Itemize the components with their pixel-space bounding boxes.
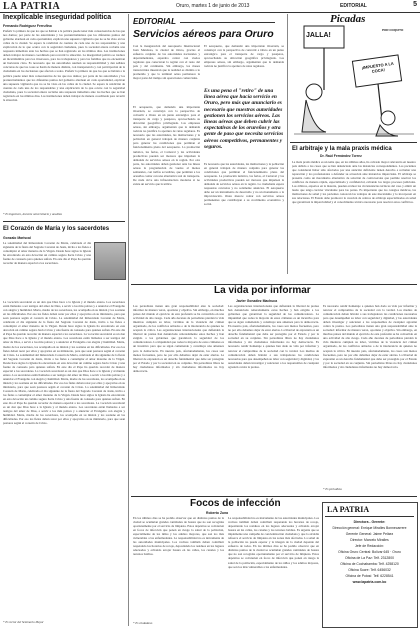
section-name: EDITORIAL	[340, 3, 367, 9]
article-byline: Fernando Rodríguez Ferrufino	[3, 24, 52, 28]
masthead-line: Gerente General: Jaime Peláez	[345, 532, 394, 536]
article-footer: * Es rector del Seminario Mayor	[3, 620, 44, 624]
article-body	[292, 160, 416, 274]
paragraph: Los periodistas tienen una gran responsabilidad ante la sociedad: informar de manera veraz, oportuna y objetiva. Sin embargo, en muchos países del mundo el ejercicio de esta profesión se ha convertido en una actividad de alto riesgo. Cada año decenas de periodistas pierden la vida mientras cumplen su labor, víctimas de la violencia del crimen organizado, de los conflictos armados o de la intolerancia de quienes no aceptan la crítica.	[323, 324, 417, 353]
article-byline: Roberto Zuna	[206, 511, 229, 515]
paragraph: La responsabilidad no es únicamente de las autoridades municipales. Los vecinos también deben contribuir respetando los horarios de recojo, depositando los residuos en los lugares adecuados y evitando arrojar basura en las calles, los canales y los terrenos baldíos.	[228, 516, 319, 533]
pull-quote: Es una pena el "retiro" de una línea aérea que hacía servicio en Oruro, pero más que anunciarlo es necesario que nuestras autoridades gestionen los servicios aéreos. Las líneas aéreas que deben cubrir las expectativas de los orureños y otra gente de paso que necesita servicios aéreos competitivos, permanentes y seguros.	[204, 88, 284, 150]
paragraph: La solemnidad del Inmaculado Corazón de María, celebrada el día siguiente de la fiesta del Sagrado Corazón de Jesús, invita a los fieles a contemplar el amor materno de la Virgen. Desde hace siglos la Iglesia ha encontrado en esta devoción un camino seguro hacia Cristo y una fuente de consuelo para quienes sufren. En este día el Papa ha querido recordar de manera especial a los sacerdotes.	[3, 384, 125, 406]
article-title: La vida por informar	[214, 285, 311, 296]
page-number: 5	[413, 1, 417, 8]
paragraph: Con la inauguración del Aeropuerto Internacional Juan Mendoza, la ciudad de Oruro, gracias al esfuerzo conjunto de las autoridades nacionales y departamentales, esperaba contar con vuelos regulares que conectaran la región con el resto del país y del continente. Sin embargo, los meses transcurridos muestran que la realidad es distinta a lo prometido y que la terminal aérea permanece la mayor parte del tiempo sin operaciones comerciales.	[133, 44, 200, 81]
page-header	[0, 0, 420, 13]
newspaper-logo: LA PATRIA	[3, 1, 61, 12]
masthead-line: Dirección general: Enrique Miralles Bonnecarrere	[332, 526, 407, 530]
paragraph: En nuestro país, afortunadamente, los casos son menos frecuentes, pero no por ello debemos dejar de estar alertas. La libertad de expresión es un derecho fundamental que debe ser protegido por el Estado y por la sociedad en su conjunto. Sin periodistas libres no hay ciudadanos informados y sin ciudadanos informados no hay democracia.	[228, 324, 319, 345]
masthead-line: Jefe de Redacción:	[354, 544, 385, 548]
masthead-line: Oficina de Cochabamba: Telf. 4258120	[340, 562, 399, 566]
article-col2	[228, 516, 319, 620]
article-title: El Corazón de María y los sacerdotes	[3, 226, 110, 232]
paragraph: El aeropuerto, que demandó una importante inversión, se construyó con la perspectiva de convertir a Oruro en un punto estratégico para el transporte de carga y pasajeros, aprovechando su ubicación geográfica privilegiada. Las empresas aéreas, sin embargo, argumentan que la demanda todavía no justifica la apertura de rutas regulares.	[204, 44, 284, 69]
editorial-col2	[204, 162, 284, 281]
masthead-line: Directora - Gerente:	[353, 520, 386, 524]
editorial-title: Servicios aéreos para Oruro	[133, 28, 274, 40]
masthead-line: Oficina Oruro Central: Bolívar 645 · Oruro	[338, 550, 401, 554]
article-col1	[133, 304, 224, 492]
masthead-lines	[325, 519, 414, 585]
masthead-box	[322, 502, 418, 628]
masthead-line: Oficina de Potosí: Telf. 6228541	[345, 574, 394, 578]
author-photo	[94, 242, 126, 280]
paragraph: La solemnidad del Inmaculado Corazón de María, celebrada el día siguiente de la fiesta del Sagrado Corazón de Jesús, invita a los fieles a contemplar el amor materno de la Virgen. Desde hace siglos la Iglesia ha encontrado en esta devoción un camino seguro hacia Cristo y una fuente de consuelo para quienes sufren. En este día el Papa ha querido recordar de manera especial a los sacerdotes.	[3, 316, 125, 337]
paragraph: Es necesario rendir homenaje a quienes han dado su vida por informar y renovar el compromiso de la sociedad con la verdad. Los medios de comunicación deben brindar a sus trabajadores las condiciones necesarias para que desempeñen su labor con seguridad y dignidad, y las autoridades deben investigar y sancionar a los responsables de cualquier agresión contra la prensa.	[228, 340, 319, 369]
paragraph: En nuestro país, afortunadamente, los casos son menos frecuentes, pero no por ello debemos dejar de estar alertas. La libertad de expresión es un derecho fundamental que debe ser protegido por el Estado y por la sociedad en su conjunto. Sin periodistas libres no hay ciudadanos informados y sin ciudadanos informados no hay democracia.	[133, 348, 224, 373]
paragraph: La responsabilidad no es únicamente de las autoridades municipales. Los vecinos también deben contribuir respetando los horarios de recojo, depositando los residuos en los lugares adecuados y evitando arrojar basura en las calles, los canales y los terrenos baldíos.	[133, 536, 224, 557]
article-title: El arbitraje y la mala praxis médica	[292, 146, 392, 152]
editorial-col1	[133, 105, 200, 281]
article-footer: * Es ciudadano	[133, 621, 153, 625]
divider	[3, 221, 125, 222]
paragraph: La vocación sacerdotal es un don que Dios hace a la Iglesia y al mundo entero. Los sacerdotes están llamados a ser testigos del amor de Dios, a servir a los más pobres y a anunciar el Evangelio con alegría y humildad. María, madre de los sacerdotes, los acompaña en su misión y los sostiene en las dificultades. Por eso los fieles deben rezar por ellos y apoyarlos en su ministerio, para que sean pastores según el corazón de Cristo.	[3, 332, 125, 357]
paragraph: La inseguridad política se traduce en incertidumbre para los inversores, para los trabajadores y para las familias que no encuentran un horizonte claro. Es necesario que las autoridades asuman su responsabilidad y den señales concretas de que las cosas se harán de manera distinta, con transparencia y con participación de la ciudadanía en las decisiones que afectan a todos.	[3, 53, 125, 74]
article-body-continued	[3, 300, 125, 618]
paragraph: En nuestro país, afortunadamente, los casos son menos frecuentes, pero no por ello debemos dejar de estar alertas. La libertad de expresión es un derecho fundamental que debe ser protegido por el Estado y por la sociedad en su conjunto. Sin periodistas libres no hay ciudadanos informados y sin ciudadanos informados no hay democracia.	[323, 348, 417, 369]
masthead-line[interactable]: www.lapatria.com.bo	[352, 580, 387, 584]
masthead-line: Director: Marcelo Miralles	[350, 538, 389, 542]
paragraph: Los periodistas tienen una gran responsabilidad ante la sociedad: informar de manera veraz, oportuna y objetiva. Sin embargo, en muchos países del mundo el ejercicio de esta profesión se ha convertido en una actividad de alto riesgo. Cada año decenas de periodistas pierden la vida mientras cumplen su labor, víctimas de la violencia del crimen organizado, de los conflictos armados o de la intolerancia de quienes no aceptan la crítica.	[133, 304, 224, 333]
paragraph: Es necesario rendir homenaje a quienes han dado su vida por informar y renovar el compromiso de la sociedad con la verdad. Los medios de comunicación deben brindar a sus trabajadores las condiciones necesarias para que desempeñen su labor con seguridad y dignidad, y las autoridades deben investigar y sancionar a los responsables de cualquier agresión contra la prensa.	[323, 304, 417, 329]
kicker-rule	[180, 22, 275, 23]
paragraph: En los últimos días se ha podido observar que en distintos puntos de la ciudad se acumulan grandes cantidades de basura que no son recogidas oportunamente por el servicio de limpieza. Estos depósitos se convierten en focos de infección que ponen en riesgo la salud de la población, especialmente de los niños y los adultos mayores, que son los más vulnerables a las enfermedades.	[133, 516, 224, 541]
paragraph: La vocación sacerdotal es un don que Dios hace a la Iglesia y al mundo entero. Los sacerdotes están llamados a ser testigos del amor de Dios, a servir a los más pobres y a anunciar el Evangelio con alegría y humildad. María, madre de los sacerdotes, los acompaña en su misión y los sostiene en las dificultades. Por eso los fieles deben rezar por ellos y apoyarlos en su ministerio, para que sean pastores según el corazón de Cristo.	[3, 368, 125, 389]
article-title: Inexplicable inseguridad política	[3, 14, 112, 21]
article-body	[3, 29, 125, 211]
paragraph: El aeropuerto, que demandó una importante inversión, se construyó con la perspectiva de convertir a Oruro en un punto estratégico para el transporte de carga y pasajeros, aprovechando su ubicación geográfica privilegiada. Las empresas aéreas, sin embargo, argumentan que la demanda todavía no justifica la apertura de rutas regulares.	[133, 105, 200, 134]
paragraph: Es necesario que las autoridades, las instituciones y la población en general trabajen de manera conjunta para generar las condiciones que permitan el funcionamiento pleno del aeropuerto. La promoción turística, las ferias, el Carnaval y las actividades productivas pueden ser motores que impulsen la demanda de servicios aéreos en la región.	[204, 162, 284, 187]
article-title: Focos de infección	[190, 498, 281, 509]
cartoon-sign-1: JALLA!	[306, 32, 331, 39]
masthead-rule	[325, 516, 414, 517]
paragraph: Las organizaciones internacionales que defienden la libertad de prensa han denunciado reiteradamente estos hechos y han exigido a los gobiernos que garanticen la seguridad de los comunicadores. La impunidad que rodea la mayoría de estos crímenes es un incentivo para que se sigan cometiendo y constituye una amenaza para la democracia.	[228, 304, 319, 325]
divider	[290, 142, 417, 143]
masthead-line: Oficina de La Paz: Telf. 2312800	[345, 556, 394, 560]
paragraph: Es necesario que las autoridades, las instituciones y la población en general trabajen de manera conjunta para generar las condiciones que permitan el funcionamiento pleno del aeropuerto. La promoción turística, las ferias, el Carnaval y las actividades productivas pueden ser motores que impulsen la demanda de servicios aéreos en la región.	[133, 129, 200, 162]
paragraph: La solemnidad del Inmaculado Corazón de María, celebrada el día siguiente de la fiesta del Sagrado Corazón de Jesús, invita a los fieles a contemplar el amor materno de la Virgen. Desde hace siglos la Iglesia ha encontrado en esta devoción un camino seguro hacia Cristo y una fuente de consuelo para quienes sufren. En este día el Papa ha querido recordar de manera especial a los sacerdotes.	[3, 241, 91, 266]
editorial-kicker: EDITORIAL	[133, 17, 176, 26]
paragraph: La mala praxis médica es un tema que, en los últimos años, ha cobrado mayor relevancia en nuestro país debido a los casos que se han denunciado ante las instancias correspondientes. Los pacientes que consideran haber sido afectados por una atención deficiente tienen derecho a reclamar una reparación y los profesionales a defender su actuación ante instancias imparciales.	[292, 160, 416, 177]
editorial-col2-top	[204, 44, 284, 86]
dateline: Oruro, martes 1 de junio de 2013	[176, 3, 250, 9]
article-byline: Javier González Machuca	[236, 299, 278, 303]
paragraph: La ciudadanía espera respuestas concretas y no solamente anuncios. El aeropuerto debe ser un instrumento de desarrollo y no un monumento a la improvisación. Oruro merece contar con servicios aéreos permanentes que contribuyan a su crecimiento económico y social.	[204, 182, 284, 207]
masthead-logo: LA PATRIA	[327, 505, 370, 514]
paragraph: Es importante que los colegios médicos, las instituciones de salud y los pacientes conozcan las ventajas de este mecanismo y lo incorporen en sus relaciones. El Estado debe promover la creación de centros de arbitraje especializados en salud que garanticen la imparcialidad y el conocimiento técnico necesario para resolver estos conflictos.	[292, 188, 416, 205]
paragraph: Las organizaciones internacionales que defienden la libertad de prensa han denunciado reiteradamente estos hechos y han exigido a los gobiernos que garanticen la seguridad de los comunicadores. La impunidad que rodea la mayoría de estos crímenes es un incentivo para que se sigan cometiendo y constituye una amenaza para la democracia.	[133, 328, 224, 353]
article-col2	[228, 304, 319, 492]
cartoon-byline: POR COQUITO	[382, 28, 404, 32]
paragraph: Preferir la primera de que los que se habían a la política puede tener más consecuencias de las que nos damos; por parte de las autoridades y los pronunciamientos que los diferentes puntos del gobierno alardean en cada oportunidad, explican una supuesta vigilancia que no se ha visto en las calles de la ciudad. Se espera la rendición de cuentas de cada uno de los responsables y una explicación de lo que ocurre con la seguridad ciudadana, pues la sociedad entera reclama una respuesta inmediata ante los hechos que se han registrado en los últimos días. Las instituciones deben trabajar de manera coordinada para revertir la situación.	[3, 69, 125, 102]
article-byline: Dr. Raúl Fernández Torrez	[320, 154, 362, 158]
paragraph: En los últimos días se ha podido observar que en distintos puntos de la ciudad se acumulan grandes cantidades de basura que no son recogidas oportunamente por el servicio de limpieza. Estos depósitos se convierten en focos de infección que ponen en riesgo la salud de la población, especialmente de los niños y los adultos mayores, que son los más vulnerables a las enfermedades.	[228, 544, 319, 569]
paragraph: La vocación sacerdotal es un don que Dios hace a la Iglesia y al mundo entero. Los sacerdotes están llamados a ser testigos del amor de Dios, a servir a los más pobres y a anunciar el Evangelio con alegría y humildad. María, madre de los sacerdotes, los acompaña en su misión y los sostiene en las dificultades. Por eso los fieles deben rezar por ellos y apoyarlos en su ministerio, para que sean pastores según el corazón de Cristo.	[3, 300, 125, 321]
cartoon-title: Picadas	[330, 13, 366, 25]
paragraph: La solemnidad del Inmaculado Corazón de María, celebrada el día siguiente de la fiesta del Sagrado Corazón de Jesús, invita a los fieles a contemplar el amor materno de la Virgen. Desde hace siglos la Iglesia ha encontrado en esta devoción un camino seguro hacia Cristo y una fuente de consuelo para quienes sufren. En este día el Papa ha querido recordar de manera especial a los sacerdotes.	[3, 352, 125, 373]
column-divider	[287, 14, 288, 274]
masthead-line: Oficina Sucre: Telf. 6456032	[348, 568, 391, 572]
article-footer: * Es Ingeniero, docente universitario y analista	[3, 212, 62, 216]
divider	[131, 496, 417, 497]
article-byline: Gonzalo Mariscal	[3, 236, 31, 240]
article-footer: * Es periodista	[323, 487, 342, 491]
paragraph: Es urgente que se implemente una campaña de concientización ciudadana y que la alcaldía refuerce el servicio de limpieza en las zonas más afectadas. La salud de la población no puede esperar y la imagen de la ciudad depende del esfuerzo de todos.	[228, 528, 319, 549]
paragraph: Preferir la primera de que los que se habían a la política puede tener más consecuencias de las que nos damos; por parte de las autoridades y los pronunciamientos que los diferentes puntos del gobierno alardean en cada oportunidad, explican una supuesta vigilancia que no se ha visto en las calles de la ciudad. Se espera la rendición de cuentas de cada uno de los responsables y una explicación de lo que ocurre con la seguridad ciudadana, pues la sociedad entera reclama una respuesta inmediata ante los hechos que se han registrado en los últimos días. Las instituciones deben trabajar de manera coordinada para revertir la situación.	[3, 29, 125, 58]
paragraph: Por otra parte, las autoridades deben gestionar ante las líneas aéreas la programación de vuelos al menos semanales, con tarifas accesibles, que permitan a los orureños contar con una alternativa real de transporte. De nada sirve una infraestructura moderna si no existe un servicio que la utilice.	[133, 157, 200, 186]
cartoon-sign-2: ¡IMPUESTO A LA COCA!	[361, 60, 394, 74]
article-col3	[323, 304, 417, 486]
article-body	[3, 241, 91, 299]
paragraph: La vocación sacerdotal es un don que Dios hace a la Iglesia y al mundo entero. Los sacerdotes están llamados a ser testigos del amor de Dios, a servir a los más pobres y a anunciar el Evangelio con alegría y humildad. María, madre de los sacerdotes, los acompaña en su misión y los sostiene en las dificultades. Por eso los fieles deben rezar por ellos y apoyarlos en su ministerio, para que sean pastores según el corazón de Cristo.	[3, 401, 125, 426]
paragraph: El arbitraje se presenta como un mecanismo alternativo de solución de controversias que permite resolver los conflictos de manera rápida, especializada y confidencial, evitando los largos procesos judiciales. Los árbitros, expertos en la materia, pueden evaluar las circunstancias técnicas del caso y emitir un laudo que tenga carácter vinculante para las partes.	[292, 172, 416, 193]
column-divider	[128, 14, 129, 626]
article-col1	[133, 516, 224, 620]
editorial-col1-top	[133, 44, 200, 104]
